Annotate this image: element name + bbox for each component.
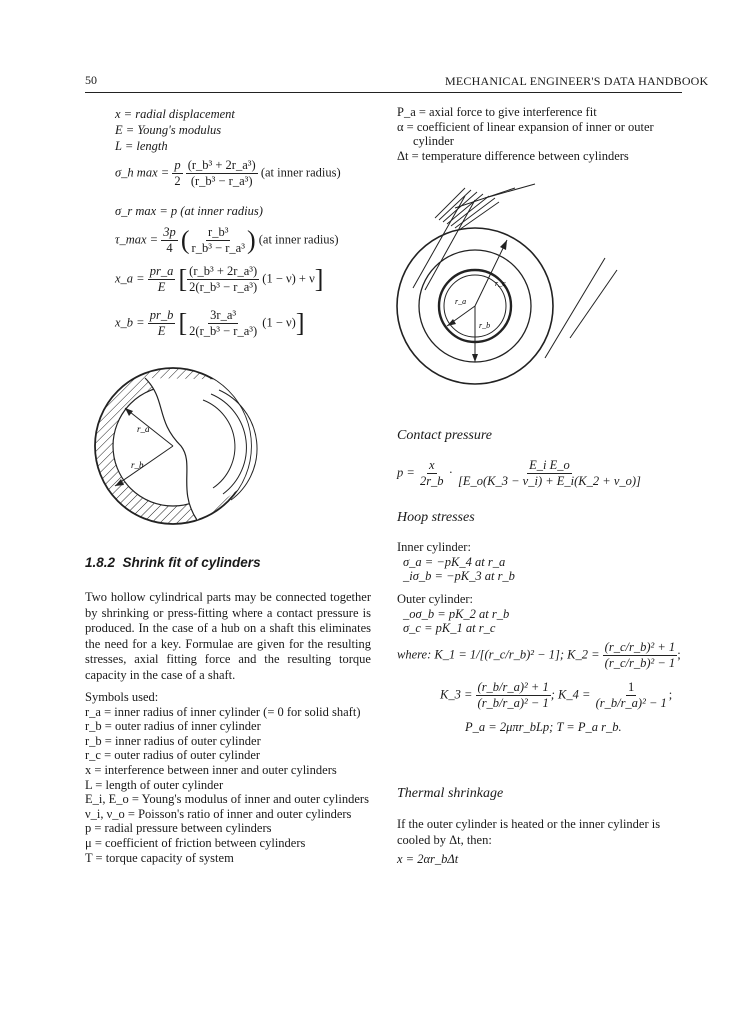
eq-tau-max: τ_max = $\frac{3p}{4}$ ( $\frac{\text{r\_b³}}{\text{r\_b³ − r\_a³}}$ ) (at inner radius) [115, 225, 339, 255]
symbol-item: T = torque capacity of system [85, 850, 234, 865]
symbol-item: r_a = inner radius of inner cylinder (= 0 for solid shaft) [85, 704, 361, 719]
label-ra: r_a [455, 297, 467, 306]
hoop-stresses-heading: Hoop stresses [397, 510, 475, 525]
symbol-item: Δt = temperature difference between cylinders [397, 148, 629, 163]
symbol-item: r_b = inner radius of outer cylinder [85, 733, 261, 748]
def-e: E = Young's modulus [115, 123, 222, 137]
header-rule [85, 92, 682, 93]
section-intro: Two hollow cylindrical parts may be connected together by shrinking or press-fitting where a contact pressure is produced. In the case of a hub on a shaft this eliminates the need for a key. Formulae are given for the resulting stresses, axial fitting force and the resulting torque capacity in the case of a shaft. [85, 590, 371, 682]
thick-cylinder-figure [85, 360, 265, 530]
outer-cylinder-heading: Outer cylinder: [397, 592, 474, 606]
symbols-list [85, 690, 369, 865]
outer-cylinder-block [397, 592, 509, 636]
eq-k1-k2: where: K_1 = 1/[(r_c/r_b)² − 1]; K_2 = $\frac{\text{(r\_c/r\_b)² + 1}}{\text{(r\_c/r\_b)² − 1}}$ ; [397, 640, 681, 670]
label-rb: r_b [479, 321, 491, 330]
def-l: L = length [115, 139, 168, 153]
symbol-item: ν_i, ν_o = Poisson's ratio of inner and outer cylinders [85, 806, 352, 821]
eq-thermal: x = 2αr_bΔt [397, 852, 459, 866]
inner-cylinder-block [397, 540, 515, 584]
label-rc: r_c [495, 279, 506, 288]
thermal-shrinkage-heading: Thermal shrinkage [397, 786, 504, 801]
def-x: x = radial displacement [115, 107, 235, 121]
symbols-heading: Symbols used: [85, 690, 159, 704]
label-rb: r_b [131, 460, 144, 470]
eq-sigma-r-max: σ_r max = p (at inner radius) [115, 204, 263, 218]
equation-line: σ_c = pK_1 at r_c [403, 621, 496, 636]
symbol-item: x = interference between inner and outer cylinders [85, 762, 337, 777]
symbol-item: E_i, E_o = Young's modulus of inner and outer cylinders [85, 792, 369, 807]
symbols-continued [397, 105, 654, 163]
label-ra: r_a [137, 424, 150, 434]
symbol-item: L = length of outer cylinder [85, 777, 224, 792]
symbol-item: μ = coefficient of friction between cylinders [85, 835, 306, 850]
eq-sigma-h-max: σ_h max = $\frac{p}{2}$ $\frac{\text{(r\_b³ + 2r\_a³)}}{\text{(r\_b³ − r\_a³)}}$ (at inner radius) [115, 158, 341, 188]
thermal-text-2: cooled by Δt, then: [397, 833, 492, 847]
eq-k3-k4: K_3 = $\frac{\text{(r\_b/r\_a)² + 1}}{\text{(r\_b/r\_a)² − 1}}$ ; K_4 = $\frac{1}{\text{(r\_b/r\_a)² − 1}}$ ; [440, 680, 673, 710]
thermal-text-1: If the outer cylinder is heated or the inner cylinder is [397, 817, 661, 831]
equation-line: _oσ_b = pK_2 at r_b [403, 606, 510, 621]
contact-pressure-heading: Contact pressure [397, 428, 493, 443]
section-heading: 1.8.2 Shrink fit of cylinders [85, 555, 261, 570]
symbol-item: P_a = axial force to give interference fit [397, 105, 597, 119]
symbol-item: r_c = outer radius of outer cylinder [85, 748, 261, 763]
equation-line: σ_a = −pK_4 at r_a [403, 554, 506, 569]
symbol-item: p = radial pressure between cylinders [85, 821, 272, 836]
eq-xa: x_a = $\frac{pr\_a}{E}$ [ $\frac{\text{(r\_b³ + 2r\_a³)}}{\text{2(r\_b³ − r\_a³)}}$ (1 − ν) + ν] [115, 264, 324, 294]
symbol-item: r_b = outer radius of inner cylinder [85, 719, 261, 734]
running-title: MECHANICAL ENGINEER'S DATA HANDBOOK [445, 74, 709, 88]
equation-line: _iσ_b = −pK_3 at r_b [403, 569, 515, 584]
inner-cylinder-heading: Inner cylinder: [397, 540, 471, 554]
page-number: 50 [85, 73, 97, 87]
eq-contact-pressure: p = $\frac{x}{2r\_b}$ · $\frac{\text{E\_i E\_o}}{[E\_o(K\_3 - \nu\_i) + E\_i(K\_2 + \nu\_o)]}$ [397, 458, 641, 488]
symbol-item: α = coefficient of linear expansion of inner or outer [397, 119, 654, 134]
eq-xb: x_b = $\frac{pr\_b}{E}$ [ $\frac{\text{3r\_a³}}{\text{2(r\_b³ − r\_a³)}}$ (1 − ν)] [115, 308, 305, 338]
symbol-item: cylinder [413, 134, 454, 149]
eq-axial-force-torque: P_a = 2μπr_bLp; T = P_a r_b. [465, 720, 622, 734]
shrink-fit-figure [395, 178, 620, 388]
